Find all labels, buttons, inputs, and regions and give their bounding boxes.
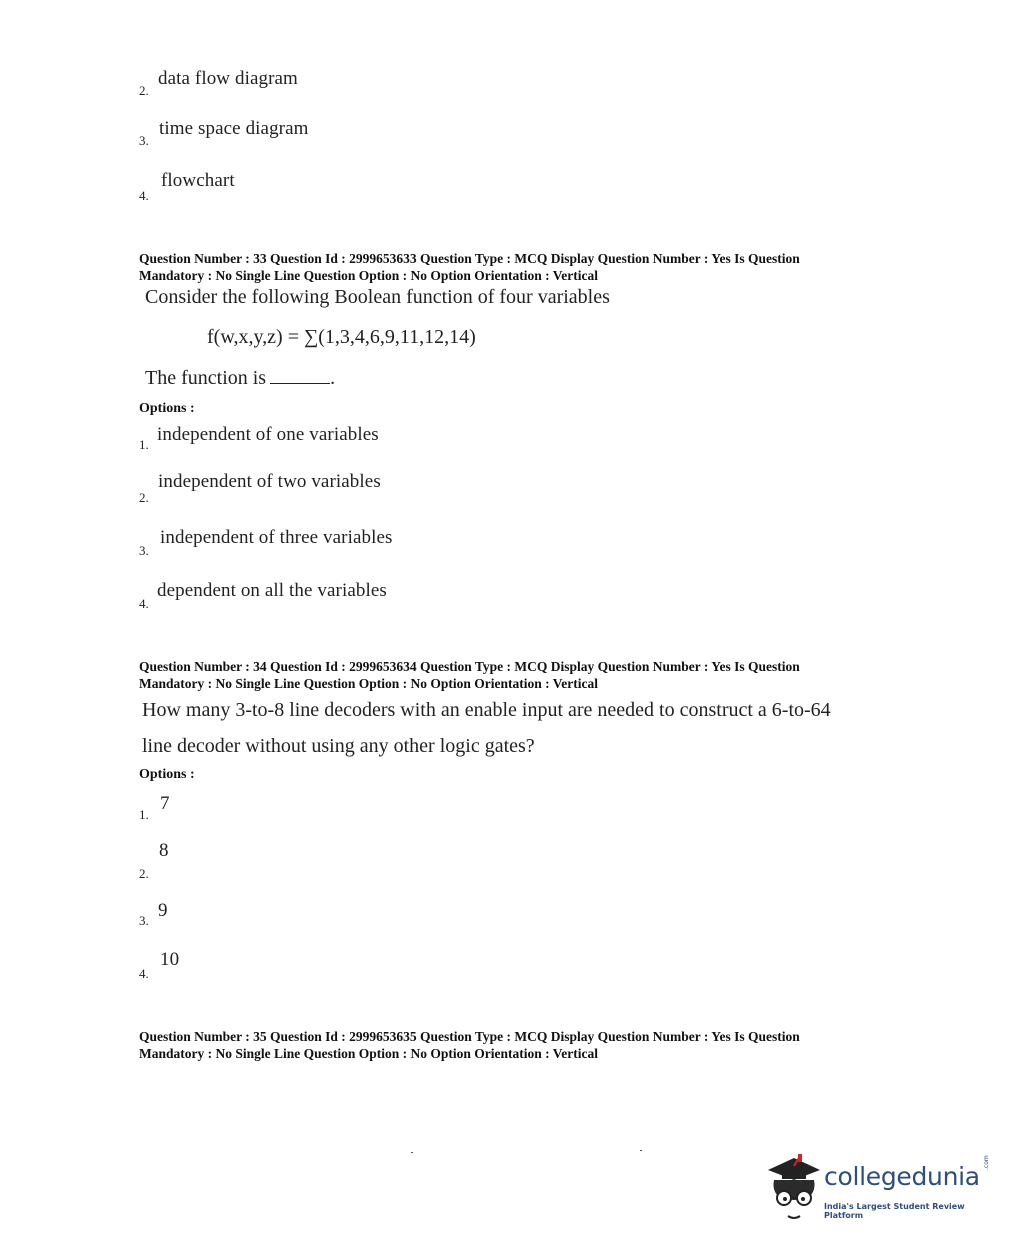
option-text: dependent on all the variables [157, 580, 387, 601]
logo-com: .com [983, 1155, 990, 1170]
option-number: 3. [139, 543, 149, 558]
boolean-formula: f(w,x,y,z) = ∑(1,3,4,6,9,11,12,14) [207, 326, 476, 348]
option-text: 9 [158, 900, 168, 921]
question-stem-line2: line decoder without using any other logic gates? [142, 735, 535, 757]
answer-blank [270, 367, 330, 384]
logo-name: collegedunia [824, 1162, 980, 1191]
option-number: 2. [139, 866, 149, 881]
option-number: 4. [139, 188, 149, 203]
question-stem-line1: How many 3-to-8 line decoders with an enable input are needed to construct a 6-to-64 [142, 699, 831, 721]
option-text: data flow diagram [158, 68, 298, 89]
question-meta [139, 250, 800, 284]
question-stem-blank [145, 367, 335, 390]
scan-mark [411, 1152, 413, 1153]
options-label: Options : [139, 401, 195, 416]
option-number: 1. [139, 807, 149, 822]
question-meta-line2: Mandatory : No Single Line Question Option : No Option Orientation : Vertical [139, 268, 599, 283]
option-number: 3. [139, 913, 149, 928]
question-stem: Consider the following Boolean function of four variables [145, 286, 610, 308]
option-text: independent of three variables [160, 527, 393, 548]
question-meta-line2: Mandatory : No Single Line Question Option : No Option Orientation : Vertical [139, 676, 599, 691]
collegedunia-logo [764, 1154, 994, 1226]
options-label: Options : [139, 767, 195, 782]
option-text: independent of two variables [158, 471, 381, 492]
option-text: 7 [160, 793, 170, 814]
option-text: 8 [159, 840, 169, 861]
option-number: 1. [139, 437, 149, 452]
option-text: 10 [160, 949, 180, 970]
question-meta-line1: Question Number : 35 Question Id : 2999653635 Question Type : MCQ Display Question Number : Yes Is Question [139, 1029, 800, 1044]
option-number: 4. [139, 596, 149, 611]
question-meta-line2: Mandatory : No Single Line Question Option : No Option Orientation : Vertical [139, 1046, 599, 1061]
scan-mark [640, 1150, 642, 1151]
option-text: flowchart [161, 170, 235, 191]
option-number: 2. [139, 83, 149, 98]
logo-tagline: India's Largest Student Review Platform [824, 1202, 965, 1220]
question-meta [139, 658, 800, 692]
option-number: 4. [139, 966, 149, 981]
option-number: 3. [139, 133, 149, 148]
question-meta [139, 1028, 800, 1062]
stem-end: . [330, 367, 336, 389]
mascot-icon [764, 1154, 824, 1226]
option-text: time space diagram [159, 118, 309, 139]
question-meta-line1: Question Number : 33 Question Id : 2999653633 Question Type : MCQ Display Question Number : Yes Is Question [139, 251, 800, 266]
option-text: independent of one variables [157, 424, 379, 445]
option-number: 2. [139, 490, 149, 505]
stem-text: The function is [145, 367, 267, 389]
question-meta-line1: Question Number : 34 Question Id : 2999653634 Question Type : MCQ Display Question Number : Yes Is Question [139, 659, 800, 674]
